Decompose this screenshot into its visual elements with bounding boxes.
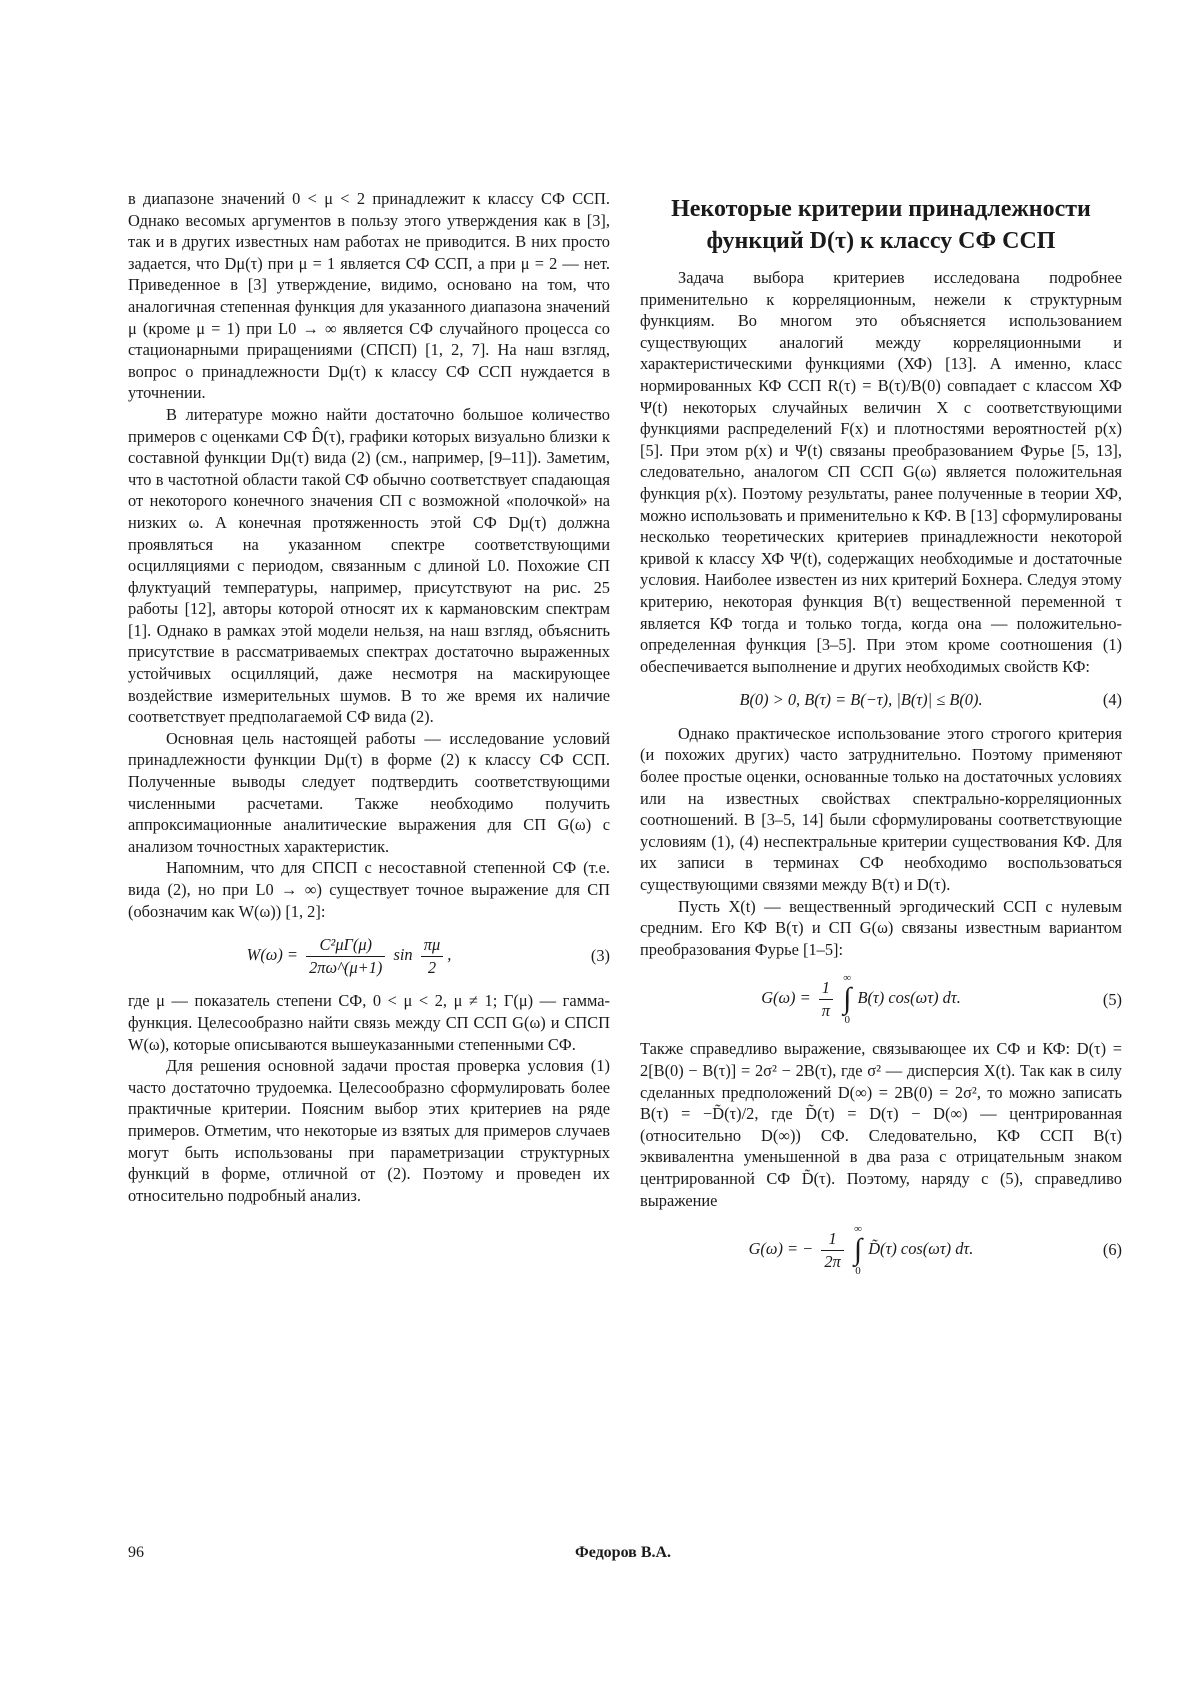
equation-6 xyxy=(640,1223,1122,1277)
fraction xyxy=(306,934,385,978)
equation-number: (3) xyxy=(590,946,610,966)
paragraph: Напомним, что для СПСП с несоставной степенной СФ (т.е. вида (2), но при L0 → ∞) существует точное выражение для СП (обозначим как W(ω)) [1, 2]: xyxy=(128,858,610,921)
equation-lhs: G(ω) = − xyxy=(748,1238,814,1258)
fraction-denominator: 2π xyxy=(824,1251,841,1271)
equation-3 xyxy=(128,934,610,978)
fraction-denominator: 2πω^(μ+1) xyxy=(309,957,383,977)
integral-lower-limit: 0 xyxy=(844,1014,850,1027)
fraction-numerator: 1 xyxy=(819,977,833,1000)
fraction-denominator: 2 xyxy=(427,957,437,977)
running-author: Федоров В.А. xyxy=(574,1544,672,1561)
fraction-numerator: 1 xyxy=(821,1228,843,1251)
fraction xyxy=(819,977,833,1021)
paragraph: Для решения основной задачи простая проверка условия (1) часто достаточно трудоемка. Целесообразно сформулировать более практичные критерии. Поясним выбор этих критериев на ряде примеров. Отметим, что некоторые из взятых для примеров случаев могут быть использованы при параметризации структурных функций в форме, отличной от (2). Поэтому и проведен их относительно подробный анализ. xyxy=(128,1056,610,1205)
equation-5 xyxy=(640,972,1122,1026)
equation-4 xyxy=(640,689,1122,711)
right-column xyxy=(640,193,1122,1289)
equation-lhs: W(ω) = xyxy=(246,945,298,965)
equation-tail: , xyxy=(447,945,452,965)
fraction-denominator: π xyxy=(821,1000,830,1020)
paragraph: Основная цель настоящей работы — исследование условий принадлежности функции Dμ(τ) в форме (2) к классу СФ ССП. Полученные выводы следует подтвердить соответствующими численными расчетами. Также необходимо получить аппроксимационные аналитические выражения для СП G(ω) с анализом точностных характеристик. xyxy=(128,728,610,856)
section-heading: Некоторые критерии принадлежности функций D(τ) к классу СФ ССП xyxy=(671,196,1091,254)
paragraph: где μ — показатель степени СФ, 0 < μ < 2, μ ≠ 1; Γ(μ) — гамма-функция. Целесообразно найти связь между СП ССП G(ω) и СПСП W(ω), которые описываются вышеуказанными степенными СФ. xyxy=(128,991,610,1054)
equation-rhs: D̃(τ) cos(ωτ) dτ. xyxy=(868,1238,974,1258)
page-number: 96 xyxy=(128,1544,144,1561)
fraction xyxy=(821,1228,843,1272)
paragraph: в диапазоне значений 0 < μ < 2 принадлежит к классу СФ ССП. Однако весомых аргументов в пользу этого утверждения как в [3], так и в других известных нам работах не приводится. В них просто задается, что Dμ(τ) при μ = 1 является СФ ССП, а при μ = 2 — нет. Приведенное в [3] утверждение, видимо, основано на том, что аналогичная степенная функция для указанного диапазона значений μ (кроме μ = 1) при L0 → ∞ является СФ случайного процесса со стационарными приращениями (СПСП) [1, 2, 7]. На наш взгляд, вопрос о принадлежности Dμ(τ) к классу СФ ССП нуждается в уточнении. xyxy=(128,189,610,403)
paragraph: В литературе можно найти достаточно большое количество примеров с оценками СФ D̂(τ), графики которых визуально близки к составной функции Dμ(τ) вида (2) (см., например, [9–11]). Заметим, что в частотной области такой СФ обычно соответствует спадающая от некоторого конечного значения СП с возможной «полочкой» на низких ω. А конечная протяженность этой СФ Dμ(τ) должна проявляться на указанном спектре соответствующими осцилляциями с периодом, связанным с длиной L0. Похожие СП флуктуаций температуры, например, присутствуют на рис. 25 работы [12], авторы которой относят их к кармановским спектрам [1]. Однако в рамках этой модели нельзя, на наш взгляд, объяснить присутствие в рассматриваемых спектрах достаточно выраженных устойчивых осцилляций, даже несмотря на маскирующее воздействие измерительных шумов. В то же время их наличие соответствует предполагаемой СФ вида (2). xyxy=(128,404,610,727)
equation-number: (4) xyxy=(1102,690,1122,710)
paragraph: Задача выбора критериев исследована подробнее применительно к корреляционным, нежели к структурным функциям. Во многом это объясняется использованием существующих аналогий между корреляционными и характеристическими функциями (ХФ) [13]. А именно, класс нормированных КФ ССП R(τ) = B(τ)/B(0) совпадает с классом ХФ Ψ(t) некоторых случайных величин X с соответствующими функциями распределений F(x) и плотностями вероятностей p(x) [5]. При этом p(x) и Ψ(t) связаны преобразованием Фурье [5, 13], следовательно, аналогом СП ССП G(ω) является положительная функция p(x). Поэтому результаты, ранее полученные в теории ХФ, можно использовать и применительно к КФ. В [13] сформулированы несколько теоретических критериев принадлежности некоторой кривой к классу ХФ Ψ(t), содержащих необходимые и достаточные условия. Наиболее известен из них критерий Бохнера. Следуя этому критерию, некоторая функция B(τ) вещественной переменной τ является КФ тогда и только тогда, когда она — положительно-определенная функция [3–5]. При этом кроме соотношения (1) обеспечивается выполнение и других необходимых свойств КФ: xyxy=(640,268,1122,676)
integral-lower-limit: 0 xyxy=(855,1265,861,1278)
integral-symbol: ∫ xyxy=(843,982,852,1016)
equation-number: (5) xyxy=(1102,989,1122,1009)
fraction-numerator: πμ xyxy=(421,934,443,957)
integral-upper-limit: ∞ xyxy=(843,972,852,985)
left-column xyxy=(128,188,610,1206)
equation-rhs: B(τ) cos(ωτ) dτ. xyxy=(857,988,961,1008)
integral-sign xyxy=(843,972,851,1026)
integral-sign xyxy=(854,1223,862,1277)
equation-body: B(0) > 0, B(τ) = B(−τ), |B(τ)| ≤ B(0). xyxy=(739,690,983,710)
equation-number: (6) xyxy=(1102,1240,1122,1260)
integral-upper-limit: ∞ xyxy=(854,1223,862,1236)
sine-term: sin xyxy=(393,945,413,965)
paragraph: Пусть X(t) — вещественный эргодический ССП с нулевым средним. Его КФ B(τ) и СП G(ω) связаны известным вариантом преобразования Фурье [1–5]: xyxy=(640,896,1122,959)
fraction xyxy=(421,934,443,978)
paragraph: Также справедливо выражение, связывающее их СФ и КФ: D(τ) = 2[B(0) − B(τ)] = 2σ² − 2B(τ), где σ² — дисперсия X(t). Так как в силу сделанных предположений D(∞) = 2B(0) = 2σ², то можно записать B(τ) = −D̃(τ)/2, где D̃(τ) = D(τ) − D(∞) — центрированная (относительно D(∞)) СФ. Следовательно, КФ ССП B(τ) эквивалентна уменьшенной в два раза с отрицательным знаком центрированной СФ D̃(τ). Поэтому, наряду с (5), справедливо выражение xyxy=(640,1039,1122,1210)
equation-lhs: G(ω) = xyxy=(761,988,811,1008)
integral-symbol: ∫ xyxy=(853,1233,863,1267)
fraction-numerator: C²μΓ(μ) xyxy=(306,934,385,957)
paragraph: Однако практическое использование этого строгого критерия (и похожих других) часто затруднительно. Поэтому применяют более простые оценки, основанные только на достаточных условиях или на известных свойствах спектрально-корреляционных соотношений. В [3–5, 14] были сформулированы соответствующие условиям (1), (4) неспектральные критерии существования КФ. Для их записи в терминах СФ необходимо воспользоваться существующими связями между B(τ) и D(τ). xyxy=(640,723,1122,895)
